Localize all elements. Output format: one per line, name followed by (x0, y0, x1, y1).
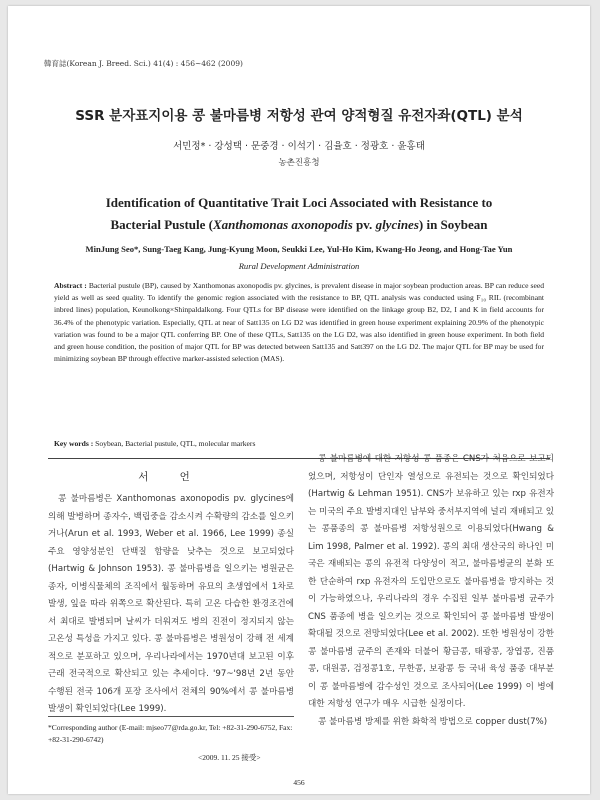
english-authors: MinJung Seo*, Sung-Taeg Kang, Jung-Kyung Moon, Seukki Lee, Yul-Ho Kim, Kwang-Ho Jeong, and Hong-Tae Yun (85, 244, 513, 254)
keywords-text: Soybean, Bacterial pustule, QTL, molecular markers (95, 439, 256, 448)
keywords-label: Key words : (54, 439, 94, 448)
corresponding-author-footnote: *Corresponding author (E-mail: mjseo77@rda.go.kr, Tel: +82-31-290-6752, Fax: +82-31-290-6742) (48, 723, 293, 744)
english-affiliation: Rural Development Administration (238, 261, 360, 271)
section-heading: 서 언 (138, 471, 204, 483)
intro-paragraph: 콩 불마름병은 Xanthomonas axonopodis pv. glycines에 의해 발병하며 종자수, 백립중을 감소시켜 수확량의 감소를 일으키거나(Arun et al. 1993, Weber et al. 1966, Lee 1999) 종실 주요 영양성분인 단백질 함량을 낮추는 것으로 보고되었다(Hartwig & Johnson 1953). 콩 불마름병을 일으키는 병원균은 종자, 이병식물체의 조직에서 월동하며 유묘의 초생엽에서 1차로 발생, 잎을 따라 위쪽으로 확산된다. 특히 고온 다습한 환경조건에서 최대로 발병되며 날씨가 더워져도 병의 진전이 정지되지 않는 고온성 특성을 가지고 있다. 콩 불마름병은 병원성이 강해 전 세계적으로 분포하고 있으며, 우리나라에서는 1970년대 보고된 이후 근래 전국적으로 확산되고 있는 추세이다. '97~'98년 2년 동안 수행된 전국 106개 포장 조사에서 전체의 90%에서 콩 불마름병 발생이 확인되었다(Lee 1999). (48, 494, 294, 714)
korean-affiliation: 농촌진흥청 (278, 158, 320, 168)
korean-authors: 서민정* · 강성택 · 문중경 · 이석기 · 김율호 · 정광호 · 윤홍태 (173, 141, 425, 152)
abstract (54, 280, 544, 365)
right-paragraph-2: 콩 불마름병 방제를 위한 화학적 방법으로 copper dust(7%) (318, 716, 548, 727)
right-paragraph-1: 콩 불마름병에 대한 저항성 콩 품종은 CNS가 처음으로 보고되었으며, 저항성이 단인자 열성으로 유전되는 것으로 확인되었다(Hartwig & Lehman 1951). CNS가 보유하고 있는 rxp 유전자는 미국의 주요 발병지대인 남부와 중서부지역에 널리 재배되고 있는 콩품종의 콩 불마름병 저항성원으로 이용되었다(Hwang & Lim 1998, Palmer et al. 1992). 콩의 최대 생산국의 하나인 미국은 재배되는 콩의 유전적 다양성이 적고, 불마름병균의 분화 또한 단순하여 rxp 유전자의 도입만으로도 불마름병을 방지하는 것이 가능하였으나, 우리나라의 경우 수집된 일부 불마름병 균주가 CNS 품종에 병을 일으키는 것으로 확인되어 콩 불마름병 발생이 확대될 것으로 전망되었다(Lee et al. 2002). 또한 병원성이 강한 콩 불마름병 균주의 존재와 더불어 황금콩, 태광콩, 장엽콩, 진품콩, 대원콩, 검정콩1호, 무한콩, 보광콩 등 국내 육성 품종 대부분이 콩 불마름병에 감수성인 것으로 조사되어(Lee 1999) 이 병에 대한 저항성 연구가 매우 시급한 실정이다. (308, 454, 554, 709)
paper-page (8, 6, 590, 794)
english-title-line1: Identification of Quantitative Trait Loci Associated with Resistance to (105, 195, 493, 210)
left-column (48, 491, 294, 719)
keywords (54, 439, 255, 448)
footnote-divider (48, 716, 294, 717)
page-number: 456 (293, 778, 305, 787)
abstract-text: Bacterial pustule (BP), caused by Xanthomonas axonopodis pv. glycines, is prevalent disease in major soybean production areas. BP can reduce seed yield as well as seed quality. To identify the genomic region associated with the resistance to BP, QTL analysis was conducted using F₁₀ RIL (recombinant inbred lines) population, Keunolkong×Shinpaldalkong. Four QTLs for BP disease were identified on the linkage group B2, D2, I and K in field accounts for 36.4% of the phenotypic variation. Especially, QTL at near of Satt135 on LG D2 was identified in green house experiment explaining 20.9% of the phenotypic variation was found to be a major QTL conferring BP. One of these QTLs, Satt135 on the LG D2, was also identified in green house experiment. In both field and green house condition, the position of major QTL for BP was detected between Satt135 and Satt397 on the LG D2. The major QTL for BP may be used for minimizing soybean BP through effective marker-assisted selection (MAS). (54, 281, 544, 364)
received-date: <2009. 11. 25 接受> (198, 753, 261, 762)
abstract-label: Abstract : (54, 281, 87, 290)
right-column (308, 451, 554, 731)
journal-citation: 韓育誌(Korean J. Breed. Sci.) 41(4) : 456~462 (2009) (44, 59, 243, 68)
english-title (28, 192, 570, 236)
english-title-line2: Bacterial Pustule (Xanthomonas axonopodis pv. glycines) in Soybean (110, 217, 488, 232)
korean-title: SSR 분자표지이용 콩 불마름병 저항성 관여 양적형질 유전자좌(QTL) 분석 (75, 108, 523, 124)
